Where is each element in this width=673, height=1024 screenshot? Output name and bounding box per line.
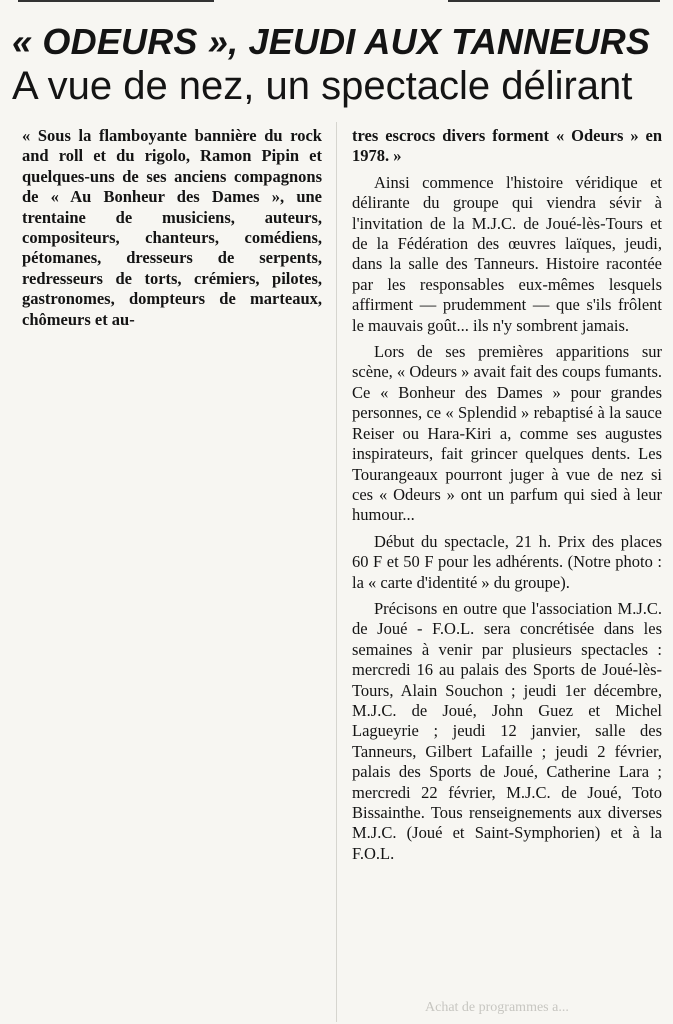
body-paragraph-3: Début du spectacle, 21 h. Prix des places 60 F et 50 F pour les adhérents. (Notre photo : la « carte d'identité » du groupe). [352,531,662,592]
article-kicker: « ODEURS », JEUDI AUX TANNEURS [12,21,651,62]
bleed-through-text: Achat de programmes a... [425,1000,569,1015]
top-rule-left [18,0,214,2]
body-paragraph-1: Ainsi commence l'histoire véridique et délirante du groupe qui viendra sévir à l'invitation de la M.J.C. de Joué-lès-Tours et de la Fédération des œuvres laïques, jeudi, dans la salle des Tanneurs. Histoire racontée par les responsables eux-mêmes lesquels affirment — prudemment — que s'ils frôlent le mauvais goût... ils n'y sombrent jamais. [352,172,662,335]
right-column [352,126,662,864]
left-column [22,126,322,330]
body-paragraph-4: Précisons en outre que l'association M.J.C. de Joué - F.O.L. sera concrétisée dans les semaines à venir par plusieurs spectacles : mercredi 16 au palais des Sports de Joué-lès-Tours, Alain Souchon ; jeudi 1er décembre, M.J.C. de Joué, John Guez et Michel Lagueyrie ; jeudi 12 janvier, salle des Tanneurs, Gilbert Lafaille ; jeudi 2 février, palais des Sports de Joué, Catherine Lara ; mercredi 22 février, M.J.C. de Joué, Toto Bissainthe. Tous renseignements aux diverses M.J.C. (Joué et Saint-Symphorien) et à la F.O.L. [352,598,662,863]
column-divider [336,122,337,1022]
body-paragraph-2: Lors de ses premières apparitions sur scène, « Odeurs » avait fait des coups fumants. Ce « Bonheur des Dames » pour grandes personnes, ce « Splendid » rebaptisé à la sauce Reiser ou Hara-Kiri a, comme ses augustes inspirateurs, fait grincer quelques dents. Les Tourangeaux pourront juger à vue de nez si ces « Odeurs » ont un parfum qui sied à leur humour... [352,342,662,525]
intro-paragraph: « Sous la flamboyante bannière du rock and roll et du rigolo, Ramon Pipin et quelques-uns de ses anciens compagnons de « Au Bonheur des Dames », une trentaine de musiciens, auteurs, compositeurs, chanteurs, comédiens, pétomanes, dresseurs de serpents, redresseurs de torts, crémiers, pilotes, gastronomes, dompteurs de marteaux, chômeurs et au- [22,126,322,329]
article-headline: A vue de nez, un spectacle délirant [12,64,633,108]
top-rule-right [448,0,660,2]
intro-continuation: tres escrocs divers forment « Odeurs » en 1978. » [352,126,662,166]
